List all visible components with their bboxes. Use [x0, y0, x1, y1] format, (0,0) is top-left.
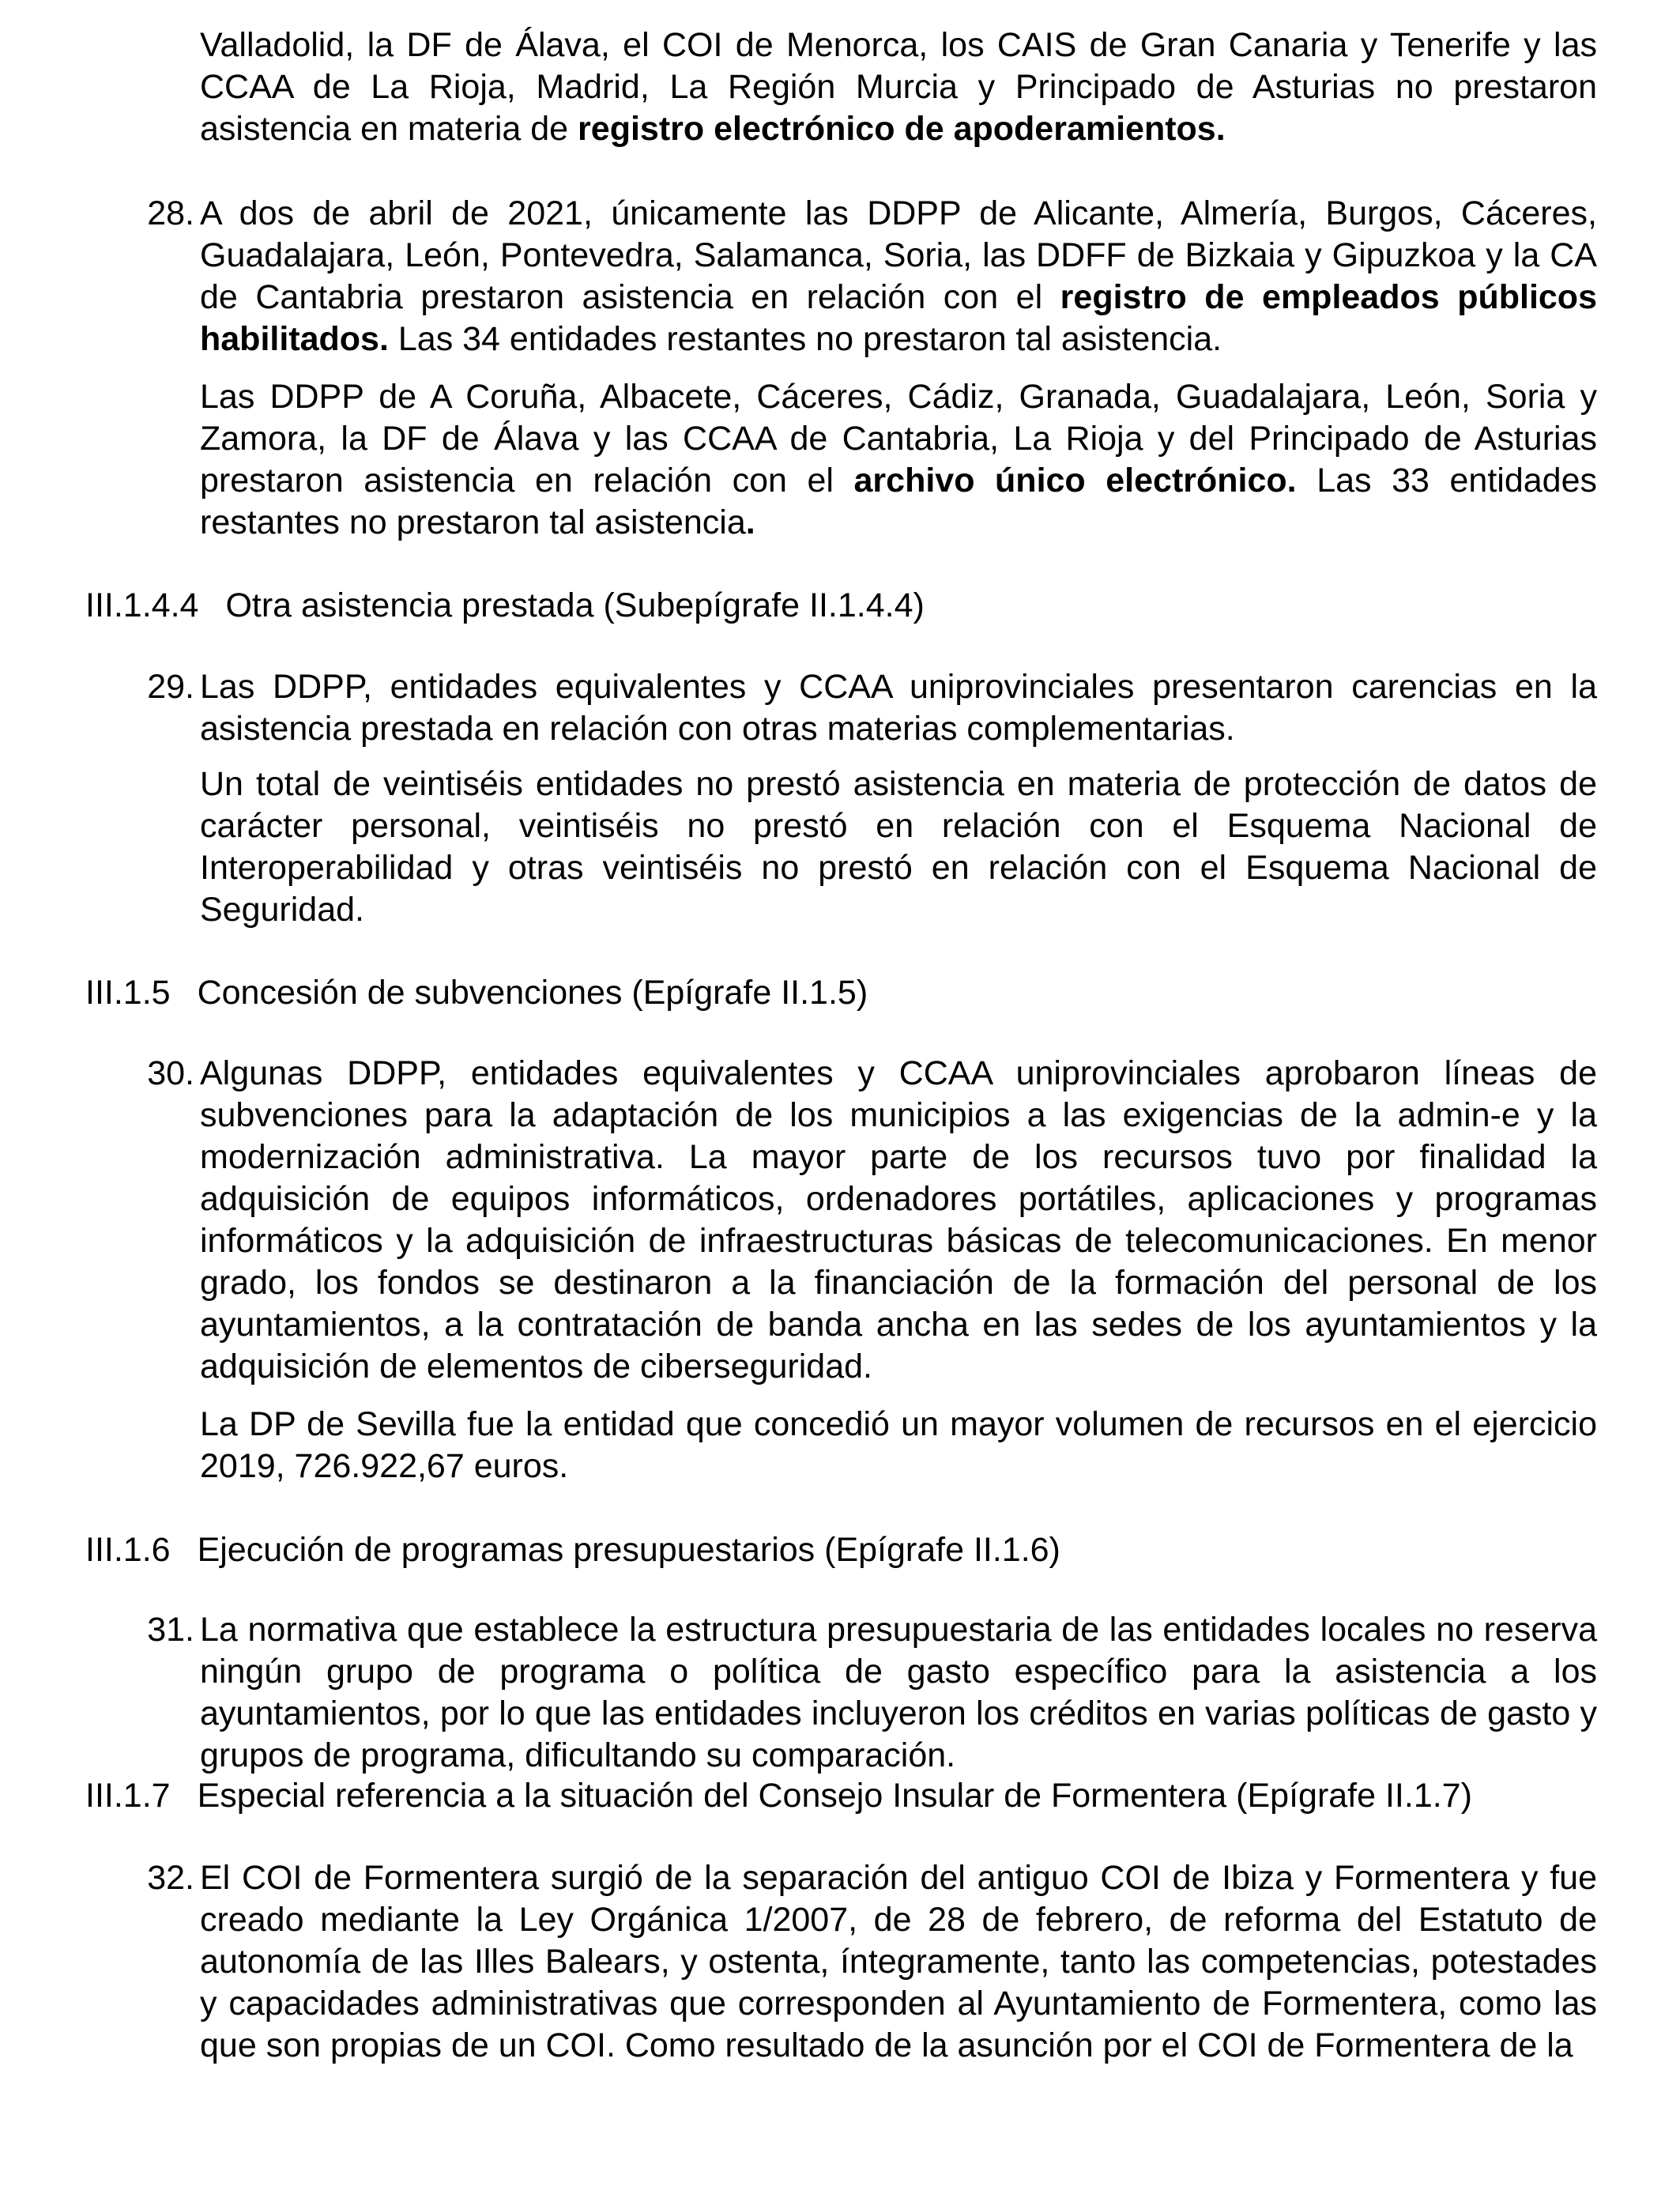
section-code: III.1.5: [85, 974, 171, 1012]
paragraph-31: La normativa que establece la estructura presupuestaria de las entidades locales no reserva ningún grupo de programa o política de gasto específico para la asistencia a los ayuntamientos, por lo que las entidades incluyeron los créditos en varias políticas de gasto y grupos de programa, dificultando su comparación.: [200, 1611, 1597, 1774]
section-title: Otra asistencia prestada (Subepígrafe II.1.4.4): [225, 586, 925, 624]
section-code: III.1.6: [85, 1531, 171, 1569]
section-title: Ejecución de programas presupuestarios (Epígrafe II.1.6): [197, 1531, 1060, 1569]
paragraph-28: A dos de abril de 2021, únicamente las DDPP de Alicante, Almería, Burgos, Cáceres, Guadalajara, León, Pontevedra, Salamanca, Soria, las DDFF de Bizkaia y Gipuzkoa y la CA de Cantabria prestaron asistencia en relación con el registro de empleados públicos habilitados. Las 34 entidades restantes no prestaron tal asistencia.: [200, 194, 1597, 358]
section-code: III.1.4.4: [85, 586, 199, 624]
paragraph-32: El COI de Formentera surgió de la separación del antiguo COI de Ibiza y Formentera y fue creado mediante la Ley Orgánica 1/2007, de 28 de febrero, de reforma del Estatuto de autonomía de las Illes Balears, y ostenta, íntegramente, tanto las competencias, potestades y capacidades administrativas que corresponden al Ayuntamiento de Formentera, como las que son propias de un COI. Como resultado de la asunción por el COI de Formentera de la: [200, 1859, 1597, 2064]
paragraph-27-continuation: Valladolid, la DF de Álava, el COI de Menorca, los CAIS de Gran Canaria y Tenerife y las CCAA de La Rioja, Madrid, La Región Murcia y Principado de Asturias no prestaron asistencia en materia de registro electrónico de apoderamientos.: [200, 26, 1597, 148]
paragraph-number-30: 30.: [147, 1054, 194, 1092]
section-title: Especial referencia a la situación del Consejo Insular de Formentera (Epígrafe II.1.7): [197, 1777, 1472, 1815]
paragraph-number-28: 28.: [147, 194, 194, 232]
paragraph-29-continued: Un total de veintiséis entidades no prestó asistencia en materia de protección de datos de carácter personal, veintiséis no prestó en relación con el Esquema Nacional de Interoperabilidad y otras veintiséis no prestó en relación con el Esquema Nacional de Seguridad.: [200, 765, 1597, 929]
section-title: Concesión de subvenciones (Epígrafe II.1.5): [197, 974, 868, 1012]
paragraph-number-32: 32.: [147, 1859, 194, 1897]
section-heading-iii-1-5: [85, 972, 868, 1014]
paragraph-number-31: 31.: [147, 1611, 194, 1649]
paragraph-30: Algunas DDPP, entidades equivalentes y CCAA uniprovinciales aprobaron líneas de subvenciones para la adaptación de los municipios a las exigencias de la admin-e y la modernización administrativa. La mayor parte de los recursos tuvo por finalidad la adquisición de equipos informáticos, ordenadores portátiles, aplicaciones y programas informáticos y la adquisición de infraestructuras básicas de telecomunicaciones. En menor grado, los fondos se destinaron a la financiación de la formación del personal de los ayuntamientos, a la contratación de banda ancha en las sedes de los ayuntamientos y la adquisición de elementos de ciberseguridad.: [200, 1054, 1597, 1385]
section-heading-iii-1-4-4: [85, 585, 925, 627]
section-heading-iii-1-7: [85, 1775, 1472, 1817]
section-heading-iii-1-6: [85, 1529, 1060, 1571]
section-code: III.1.7: [85, 1777, 171, 1815]
paragraph-28-continued: Las DDPP de A Coruña, Albacete, Cáceres, Cádiz, Granada, Guadalajara, León, Soria y Zamora, la DF de Álava y las CCAA de Cantabria, La Rioja y del Principado de Asturias prestaron asistencia en relación con el archivo único electrónico. Las 33 entidades restantes no prestaron tal asistencia.: [200, 378, 1597, 541]
paragraph-29: Las DDPP, entidades equivalentes y CCAA uniprovinciales presentaron carencias en la asistencia prestada en relación con otras materias complementarias.: [200, 668, 1597, 748]
paragraph-30-continued: La DP de Sevilla fue la entidad que concedió un mayor volumen de recursos en el ejercicio 2019, 726.922,67 euros.: [200, 1405, 1597, 1485]
paragraph-number-29: 29.: [147, 668, 194, 706]
